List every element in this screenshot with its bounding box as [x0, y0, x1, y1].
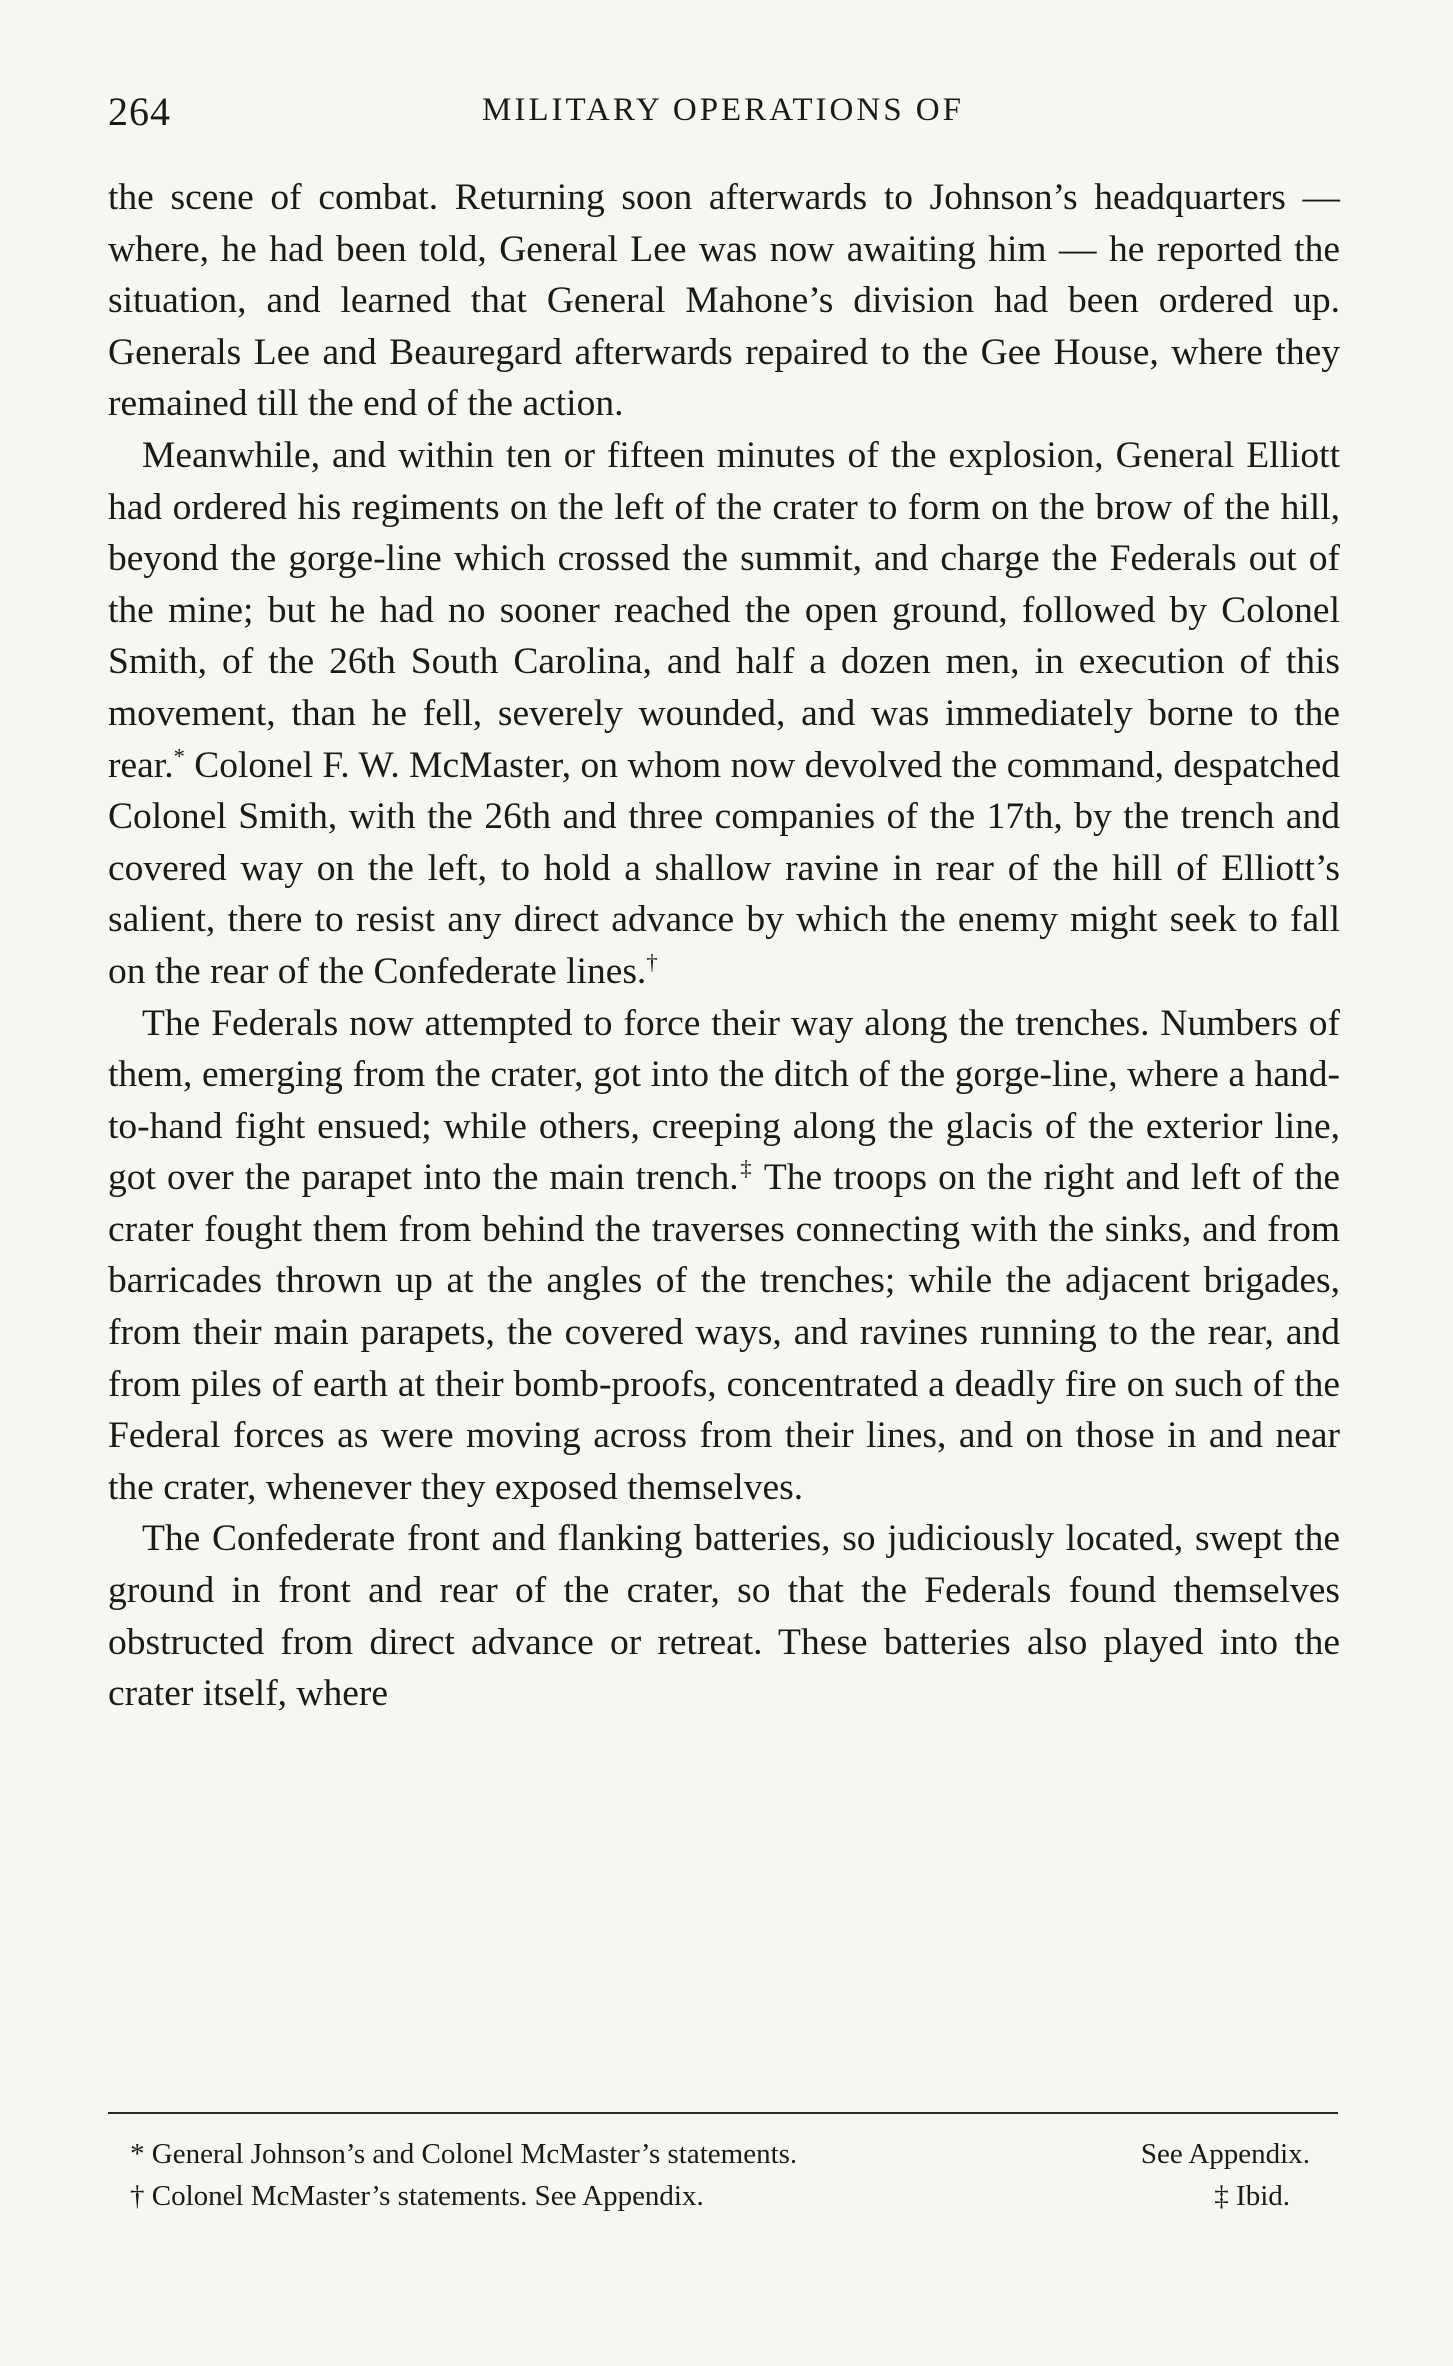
paragraph-text: the scene of combat. Returning soon afterwards to Johnson’s headquarters — where, he had been told, General Lee was now awaiting him — he reported the situation, and learned that General Mahone’s division had been ordered up. Generals Lee and Beauregard afterwards repaired to the Gee House, where they remained till the end of the action.	[108, 177, 1340, 425]
page-header	[108, 88, 1338, 136]
paragraph	[108, 1513, 1340, 1719]
footnote-2	[130, 2175, 1310, 2217]
footnote-1	[130, 2133, 1310, 2175]
page-number: 264	[108, 89, 171, 134]
footnote-text: * General Johnson’s and Colonel McMaster’s statements.	[130, 2138, 798, 2170]
footnote-text: † Colonel McMaster’s statements. See Appendix.	[130, 2180, 704, 2212]
paragraph-text: The Federals now attempted to force their way along the trenches. Numbers of them, emerging from the crater, got into the ditch of the gorge-line, where a hand-to-hand fight ensued; while others, creeping along the glacis of the exterior line, got over the parapet into the main trench.	[108, 1002, 1340, 1199]
paragraph	[108, 430, 1340, 998]
footnote-see-appendix: See Appendix.	[1140, 2138, 1310, 2170]
paragraph-text: The troops on the right and left of the crater fought them from behind the traverses connecting with the sinks, and from barricades thrown up at the angles of the trenches; while the adjacent brigades, from their main parapets, the covered ways, and ravines running to the rear, and from piles of earth at their bomb-proofs, concentrated a deadly fire on such of the Federal forces as were moving across from their lines, and on those in and near the crater, whenever they exposed themselves.	[108, 1157, 1341, 1508]
running-head: MILITARY OPERATIONS OF	[482, 92, 964, 128]
paragraph-text: The Confederate front and flanking batteries, so judiciously located, swept the ground in front and rear of the crater, so that the Federals found themselves obstructed from direct advance or retreat. These batteries also played into the crater itself, where	[108, 1518, 1340, 1715]
footnote-divider	[108, 2112, 1338, 2114]
paragraph-text: Colonel F. W. McMaster, on whom now devolved the command, despatched Colonel Smith, with the 26th and three companies of the 17th, by the trench and covered way on the left, to hold a shallow ravine in rear of the hill of Elliott’s salient, there to resist any direct advance by which the enemy might seek to fall on the rear of the Confederate lines.	[108, 744, 1340, 992]
footnote-mark-double-dagger: ‡	[738, 1155, 754, 1181]
footnote-3: ‡ Ibid.	[1214, 2180, 1290, 2212]
paragraph	[108, 998, 1340, 1514]
body-text	[108, 172, 1340, 1720]
footnote-mark-star: *	[173, 743, 185, 769]
footnotes	[130, 2133, 1310, 2217]
paragraph	[108, 172, 1340, 430]
footnote-mark-dagger: †	[646, 949, 658, 975]
paragraph-text: Meanwhile, and within ten or fifteen minutes of the explosion, General Elliott had ordered his regiments on the left of the crater to form on the brow of the hill, beyond the gorge-line which crossed the summit, and charge the Federals out of the mine; but he had no sooner reached the open ground, followed by Colonel Smith, of the 26th South Carolina, and half a dozen men, in execution of this movement, than he fell, severely wounded, and was immediately borne to the rear.	[108, 434, 1340, 786]
